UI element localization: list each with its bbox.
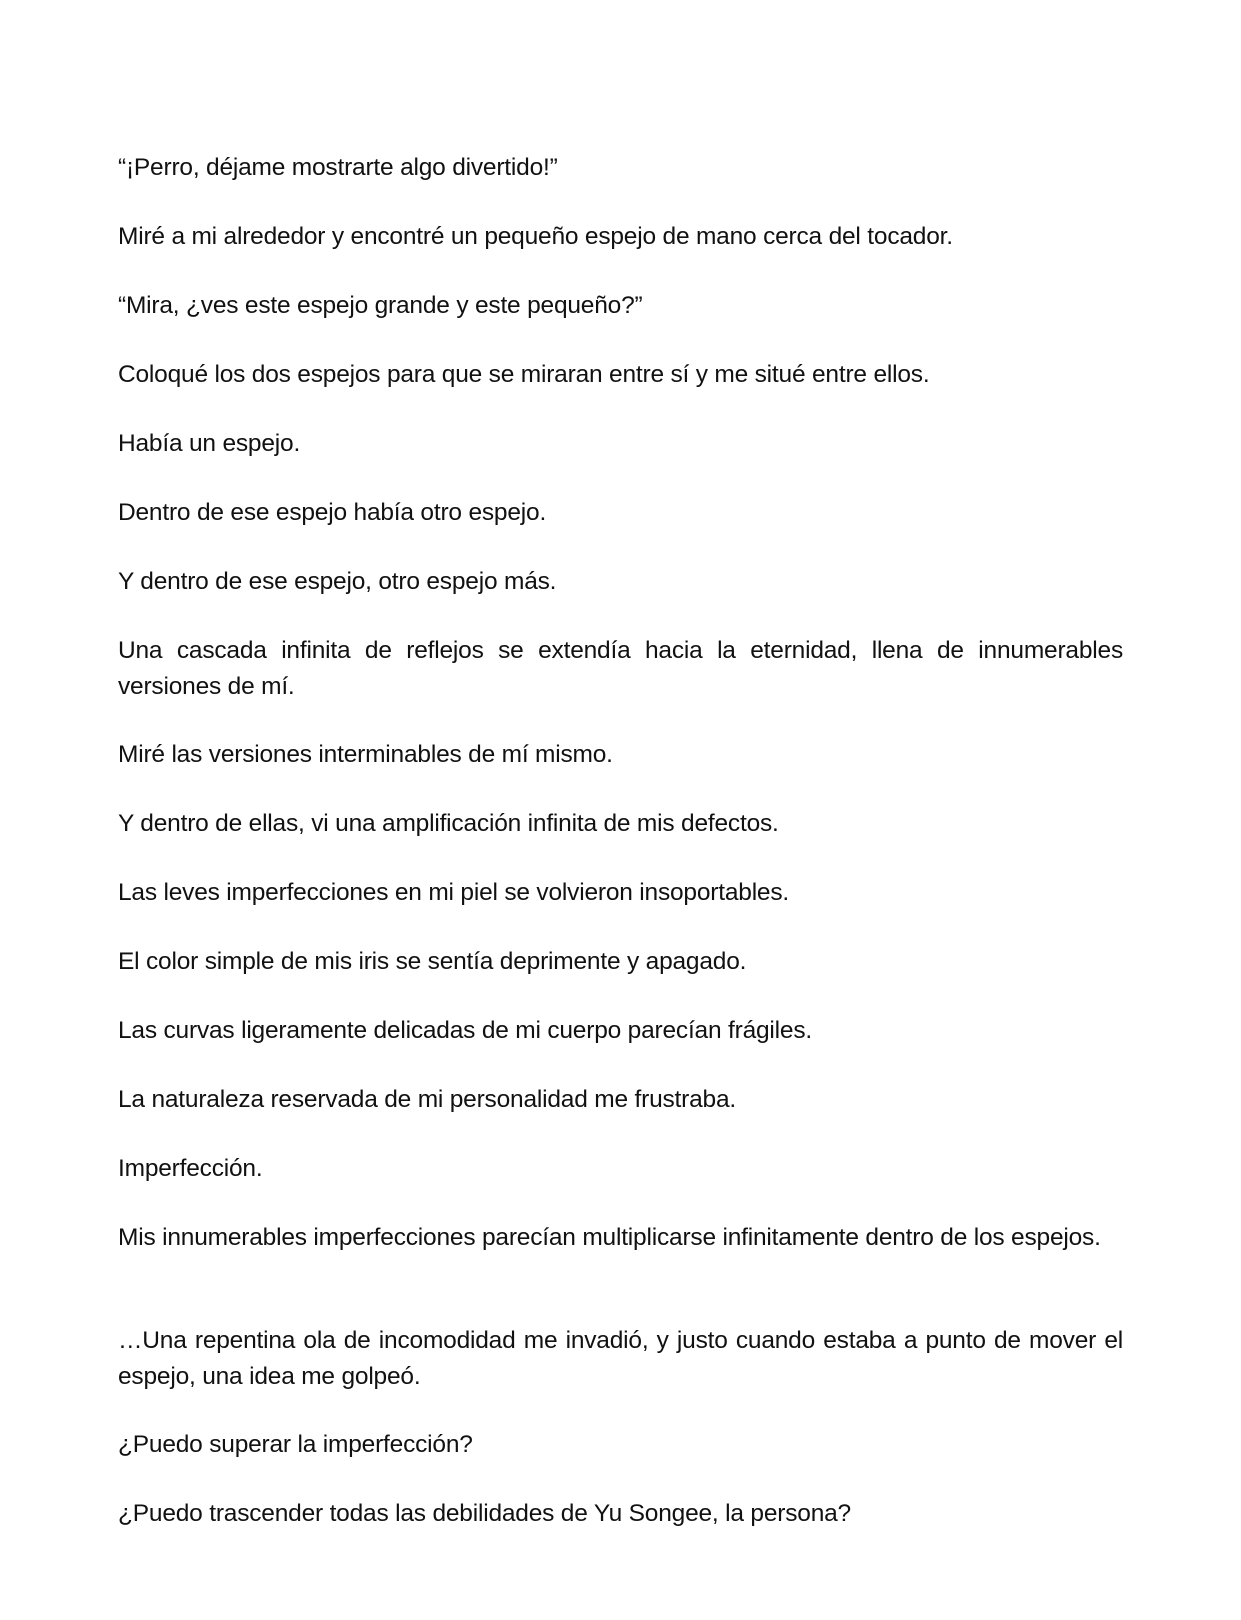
paragraph-12: El color simple de mis iris se sentía deprimente y apagado. bbox=[118, 948, 747, 975]
paragraph-6: Dentro de ese espejo había otro espejo. bbox=[118, 499, 547, 526]
paragraph-1: “¡Perro, déjame mostrarte algo divertido!” bbox=[118, 154, 558, 181]
paragraph-17: …Una repentina ola de incomodidad me invadió, y justo cuando estaba a punto de mover el espejo, una idea me golpeó. bbox=[118, 1327, 1123, 1390]
paragraph-19: ¿Puedo trascender todas las debilidades de Yu Songee, la persona? bbox=[118, 1500, 851, 1527]
paragraph-9: Miré las versiones interminables de mí mismo. bbox=[118, 741, 613, 768]
paragraph-18: ¿Puedo superar la imperfección? bbox=[118, 1431, 473, 1458]
paragraph-2: Miré a mi alrededor y encontré un pequeño espejo de mano cerca del tocador. bbox=[118, 223, 953, 250]
paragraph-14: La naturaleza reservada de mi personalidad me frustraba. bbox=[118, 1086, 736, 1113]
paragraph-10: Y dentro de ellas, vi una amplificación infinita de mis defectos. bbox=[118, 810, 779, 837]
paragraph-13: Las curvas ligeramente delicadas de mi cuerpo parecían frágiles. bbox=[118, 1017, 812, 1044]
paragraph-16: Mis innumerables imperfecciones parecían multiplicarse infinitamente dentro de los espejos. bbox=[118, 1224, 1101, 1251]
paragraph-15: Imperfección. bbox=[118, 1155, 263, 1182]
paragraph-11: Las leves imperfecciones en mi piel se volvieron insoportables. bbox=[118, 879, 790, 906]
paragraph-5: Había un espejo. bbox=[118, 430, 301, 457]
paragraph-4: Coloqué los dos espejos para que se miraran entre sí y me situé entre ellos. bbox=[118, 361, 930, 388]
paragraph-3: “Mira, ¿ves este espejo grande y este pequeño?” bbox=[118, 292, 643, 319]
paragraph-8: Una cascada infinita de reflejos se extendía hacia la eternidad, llena de innumerables versiones de mí. bbox=[118, 637, 1123, 700]
paragraph-7: Y dentro de ese espejo, otro espejo más. bbox=[118, 568, 557, 595]
